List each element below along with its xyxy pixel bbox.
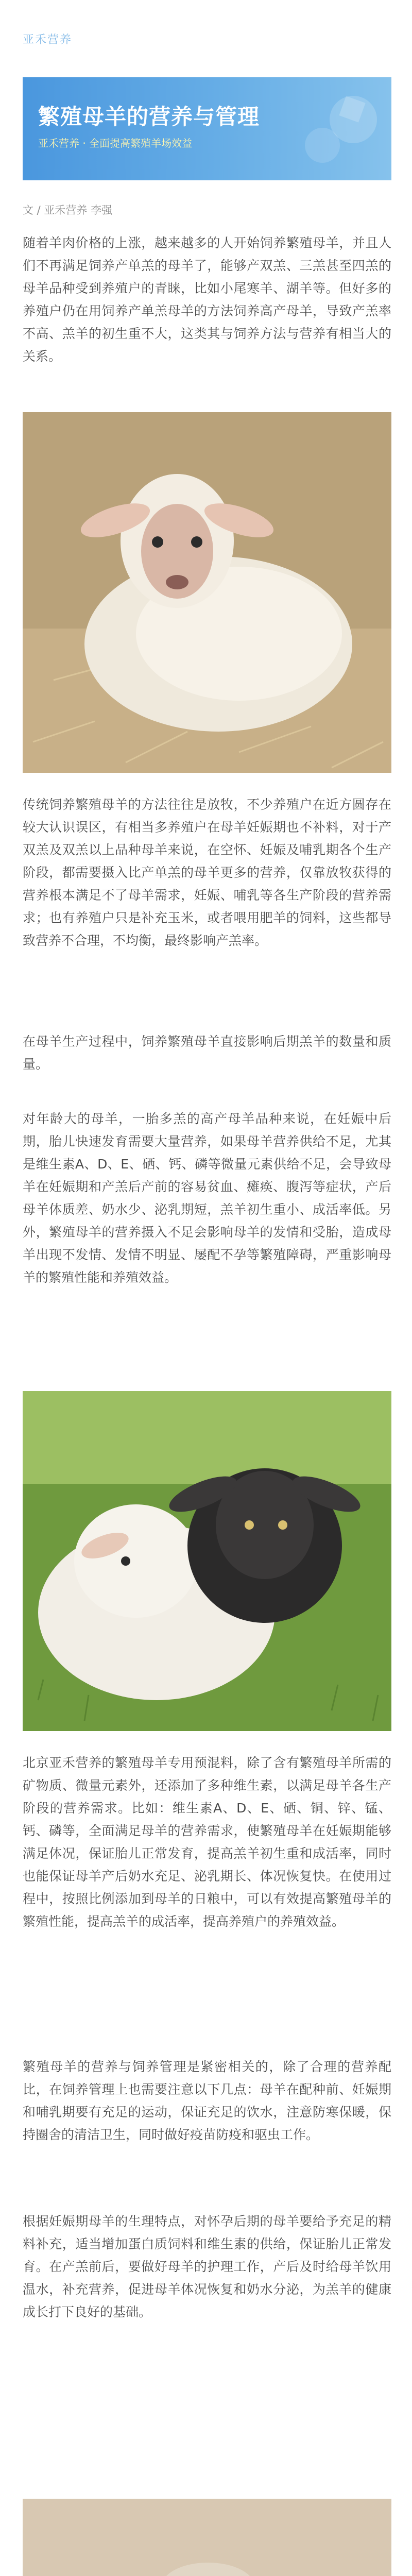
photo-lambs-on-grass: [23, 1391, 391, 1731]
paragraph-1: 随着羊肉价格的上涨，越来越多的人开始饲养繁殖母羊，并且人们不再满足饲养产单羔的母羊了，能够产双羔、三羔甚至四羔的母羊品种受到养殖户的青睐，比如小尾寒羊、湖羊等。但好多的养殖户仍在用饲养产单羔母羊的方法饲养高产母羊，导致产羔率不高、羔羊的初生重不大，这类其与饲养方法与营养有相当大的关系。: [23, 235, 391, 364]
photo-sheep-flock: [23, 2499, 391, 2576]
paragraph-3: 在母羊生产过程中，饲养繁殖母羊直接影响后期羔羊的数量和质量。: [23, 1034, 391, 1072]
title-banner: [23, 77, 391, 180]
page-subtitle: 亚禾营养 · 全面提高繁殖羊场效益: [38, 137, 193, 149]
paragraph-2: 传统饲养繁殖母羊的方法往往是放牧，不少养殖户在近方圆存在较大认识误区，有相当多养殖户在母羊妊娠期也不补料，对于产双羔及双羔以上品种母羊来说，在空怀、妊娠及哺乳期各个生产阶段，都需要摄入比产单羔的母羊更多的营养，仅靠放牧获得的营养根本满足不了母羊需求，妊娠、哺乳等各生产阶段的营养需求；也有养殖户只是补充玉米，或者喂用肥羊的饲料，这些都导致营养不合理，不均衡，最终影响产羔率。: [23, 797, 391, 948]
photo-lamb-in-straw: [23, 412, 391, 773]
page-title: 繁殖母羊的营养与管理: [38, 104, 260, 129]
banner-decoration-icon: [291, 89, 379, 171]
paragraph-4: 对年龄大的母羊，一胎多羔的高产母羊品种来说，在妊娠中后期，胎儿快速发育需要大量营养，如果母羊营养供给不足，尤其是维生素A、D、E、硒、钙、磷等微量元素供给不足，会导致母羊在妊娠期和产羔后产前的容易贫血、瘫痪、腹泻等症状，产后母羊体质差、奶水少、泌乳期短，羔羊初生重小、成活率低。另外，繁殖母羊的营养摄入不足会影响母羊的发情和受胎，造成母羊出现不发情、发情不明显、屡配不孕等繁殖障碍，严重影响母羊的繁殖性能和养殖效益。: [23, 1111, 391, 1285]
paragraph-7: 根据妊娠期母羊的生理特点，对怀孕后期的母羊要给予充足的精料补充，适当增加蛋白质饲料和维生素的供给，保证胎儿正常发育。在产羔前后，要做好母羊的护理工作，产后及时给母羊饮用温水，补充营养，促进母羊体况恢复和奶水分泌，为羔羊的健康成长打下良好的基础。: [23, 2214, 391, 2319]
article-byline: 文 / 亚禾营养 李强: [23, 204, 113, 216]
paragraph-6: 繁殖母羊的营养与饲养管理是紧密相关的，除了合理的营养配比，在饲养管理上也需要注意以下几点：母羊在配种前、妊娠期和哺乳期要有充足的运动，保证充足的饮水，注意防寒保暖，保持圈舍的清洁卫生，同时做好疫苗防疫和驱虫工作。: [23, 2059, 391, 2142]
top-tag: 亚禾营养: [23, 33, 73, 46]
paragraph-5: 北京亚禾营养的繁殖母羊专用预混料，除了含有繁殖母羊所需的矿物质、微量元素外，还添加了多种维生素，以满足母羊各生产阶段的营养需求。比如：维生素A、D、E、硒、铜、锌、锰、钙、磷等，全面满足母羊的营养需求，使繁殖母羊在妊娠期能够满足体况，保证胎儿正常发育，提高羔羊初生重和成活率，同时也能保证母羊产后奶水充足、泌乳期长、体况恢复快。在使用过程中，按照比例添加到母羊的日粮中，可以有效提高繁殖母羊的繁殖性能，提高羔羊的成活率，提高养殖户的养殖效益。: [23, 1755, 391, 1929]
